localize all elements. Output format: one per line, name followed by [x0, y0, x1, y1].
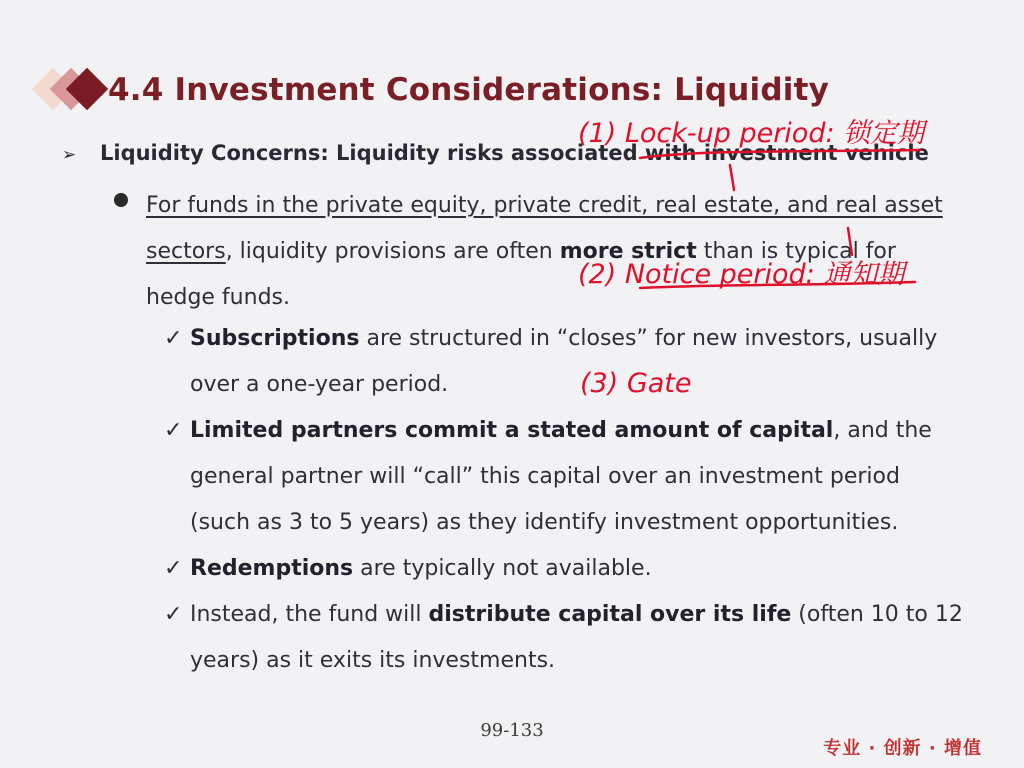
check-bold: Redemptions — [190, 556, 354, 581]
check-rest: are typically not available. — [353, 556, 652, 581]
arrow-bullet-icon: ➢ — [62, 145, 77, 165]
paragraph-underlined: For funds in the private equity, private credit, real estate, and real asset sectors — [146, 193, 943, 264]
level1-label: Liquidity Concerns: Liquidity risks associated with investment vehicle — [100, 141, 929, 165]
checkmark-icon: ✓ — [164, 602, 183, 627]
check-line2: over a one-year period. — [190, 372, 449, 397]
footer-brand: 专业 · 创新 · 增值 — [823, 738, 982, 759]
page-number: 99-133 — [480, 720, 544, 741]
checkmark-icon: ✓ — [164, 418, 183, 443]
annotation-notice: (2) Notice period: 通知期 — [578, 259, 905, 290]
checkmark-icon: ✓ — [164, 326, 183, 351]
paragraph-bold: more strict — [559, 239, 697, 264]
level1-bullet — [62, 141, 929, 165]
paragraph-text-b: than is typical for hedge funds. — [146, 239, 896, 310]
round-bullet-icon — [114, 193, 128, 207]
check-item-limited-partners — [164, 408, 932, 546]
check-bold: Limited partners commit a stated amount of capital — [190, 418, 834, 443]
paragraph-text-a: , liquidity provisions are often — [225, 239, 560, 264]
check-bold: Subscriptions — [190, 326, 360, 351]
logo-diamonds-icon — [28, 62, 108, 118]
check-line2: general partner will “call” this capital over an investment period — [190, 464, 900, 489]
check-bold: distribute capital over its life — [428, 602, 792, 627]
check-rest: , and the — [833, 418, 932, 443]
check-rest: (often 10 to 12 — [791, 602, 963, 627]
annotation-lockup: (1) Lock-up period: 锁定期 — [578, 118, 925, 149]
slide-title: 4.4 Investment Considerations: Liquidity — [108, 72, 829, 108]
annotation-gate: (3) Gate — [580, 368, 692, 399]
check-rest: are structured in “closes” for new investors, usually — [359, 326, 938, 351]
check-item-redemptions — [164, 546, 652, 592]
checkmark-icon: ✓ — [164, 556, 183, 581]
check-line2: years) as it exits its investments. — [190, 648, 556, 673]
check-line3: (such as 3 to 5 years) as they identify investment opportunities. — [190, 510, 899, 535]
check-item-distribute — [164, 592, 963, 684]
check-item-subscriptions — [164, 316, 938, 408]
main-paragraph — [146, 183, 966, 321]
check-pre: Instead, the fund will — [190, 602, 429, 627]
